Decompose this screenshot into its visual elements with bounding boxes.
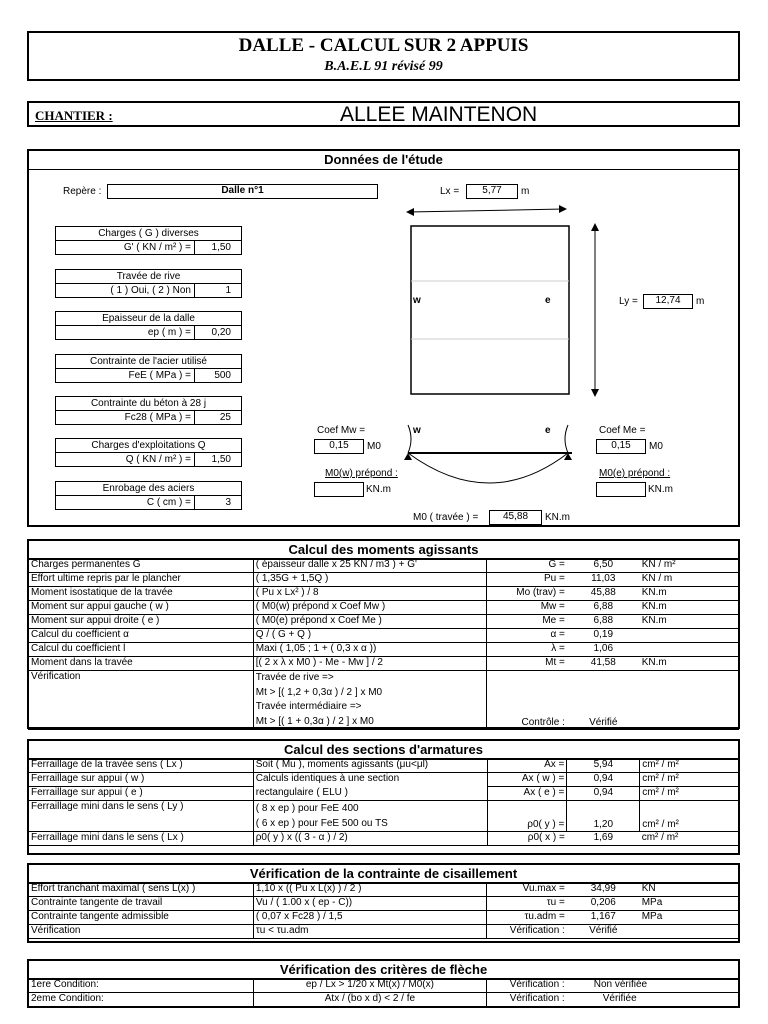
row-unit: KN.m [640,657,739,671]
table-row [29,615,739,629]
row-sym: ρ0( x ) = [487,832,567,846]
input-value: 0,20 [211,327,231,338]
table-row [29,787,739,801]
row-sym: Ax ( e ) = [487,787,567,801]
row-val: 6,50 [567,559,640,573]
input-travee-rive [55,269,242,298]
table-row [29,801,739,832]
table-row [29,993,739,1007]
lx-arrowhead-right [559,205,567,213]
input-epaisseur [55,311,242,340]
slab-w-label: w [413,295,421,306]
row-unit: cm² / m² [640,832,739,846]
m0-travee-label: M0 ( travée ) = [413,512,479,523]
row-formula: Atx / (bo x d) < 2 / fe [253,993,487,1007]
row-desc: Ferraillage sur appui ( e ) [29,787,254,801]
moments-title: Calcul des moments agissants [29,541,738,560]
input-value: 25 [219,412,231,423]
row-formula: ( 1,35G + 1,5Q ) [253,573,487,587]
row-unit: KN [640,883,739,897]
input-value: 1 [225,285,231,296]
row-sym: Vérification : [487,925,567,939]
input-label: C ( cm ) = [56,496,195,509]
controle-spacer [640,671,739,730]
moment-e-curve [565,425,568,453]
input-title: Enrobage des aciers [56,482,241,496]
row-sym: Me = [487,615,567,629]
row-val: 6,88 [567,601,640,615]
controle-value: Vérifié [567,671,640,730]
formula-line: ( 8 x ep ) pour FeE 400 [255,803,359,814]
ly-value: 12,74 [643,294,693,309]
table-row [29,573,739,587]
sections-title: Calcul des sections d'armatures [29,741,738,760]
header-box [27,31,740,81]
input-label: ( 1 ) Oui, ( 2 ) Non [56,284,195,297]
table-row [29,883,739,897]
row-formula: [( 2 x λ x M0 ) - Me - Mw ] / 2 [253,657,487,671]
m0w-value [314,482,364,497]
beam-w-label: w [413,425,421,436]
row-val: 1,69 [567,832,640,846]
input-title: Epaisseur de la dalle [56,312,241,326]
row-desc: Charges permanentes G [29,559,254,573]
row-desc: Ferraillage sur appui ( w ) [29,773,254,787]
chantier-label: CHANTIER : [35,108,113,123]
m0e-unit: KN.m [648,484,673,495]
row-formula: ( Pu x Lx² ) / 8 [253,587,487,601]
row-val: 1,06 [567,643,640,657]
row-desc: Vérification [29,925,254,939]
row-unit [640,643,739,657]
row-formula [253,801,487,832]
row-sym: Pu = [487,573,567,587]
row-sym: Mt = [487,657,567,671]
coef-me-value: 0,15 [596,439,646,454]
table-row [29,897,739,911]
row-val: Non vérifiée [567,979,739,993]
lx-arrowhead-left [406,208,414,216]
slab-e-label: e [545,295,551,306]
row-desc: Ferraillage mini dans le sens ( Lx ) [29,832,254,846]
row-val: 34,99 [567,883,640,897]
table-row [29,629,739,643]
row-sym: Mw = [487,601,567,615]
controle-label: Contrôle : [487,671,567,730]
cisaillement-section [27,863,740,943]
row-formula: ρ0( y ) x (( 3 - α ) / 2) [253,832,487,846]
table-row [29,587,739,601]
verif-line: Mt > [( 1 + 0,3α ) / 2 ] x M0 [255,715,374,727]
m0w-label: M0(w) prépond : [325,468,398,479]
m0-travee-unit: KN.m [545,512,570,523]
chantier-value: ALLEE MAINTENON [340,103,538,126]
row-unit: KN / m² [640,559,739,573]
coef-mw-value: 0,15 [314,439,364,454]
input-label: ep ( m ) = [56,326,195,339]
row-unit: MPa [640,911,739,925]
m0w-unit: KN.m [366,484,391,495]
row-unit: cm² / m² [640,773,739,787]
row-desc: Ferraillage de la travée sens ( Lx ) [29,759,254,773]
row-val: Vérifié [567,925,640,939]
lx-unit: m [521,186,530,197]
table-row [29,832,739,846]
verif-line: Travée de rive => [255,672,334,683]
support-left [404,453,412,460]
row-desc: Moment dans la travée [29,657,254,671]
row-sym: τu = [487,897,567,911]
moments-table [28,558,739,730]
coef-me-label: Coef Me = [599,425,646,436]
sections-section [27,739,740,855]
row-sym: Vérification : [487,979,567,993]
input-value: 1,50 [211,454,231,465]
row-desc: Ferraillage mini dans le sens ( Ly ) [29,801,254,832]
row-val: 41,58 [567,657,640,671]
donnees-title: Données de l'étude [29,151,738,170]
row-unit: KN.m [640,615,739,629]
row-formula: Maxi ( 1,05 ; 1 + ( 0,3 x α )) [253,643,487,657]
m0-travee-value: 45,88 [489,510,542,525]
row-unit: KN.m [640,601,739,615]
row-desc: Moment sur appui gauche ( w ) [29,601,254,615]
row-sym: α = [487,629,567,643]
row-formula: τu < τu.adm [253,925,487,939]
moment-curve [408,453,568,483]
row-sym: λ = [487,643,567,657]
input-label: FeE ( MPa ) = [56,369,195,382]
donnees-section [27,149,740,527]
support-right [564,453,572,460]
row-val: 1,20 [567,801,640,832]
beam-e-label: e [545,425,551,436]
page-subtitle: B.A.E.L 91 révisé 99 [324,59,443,74]
input-exploitation [55,438,242,467]
table-row [29,759,739,773]
row-formula: 1,10 x (( Pu x L(x) ) / 2 ) [253,883,487,897]
row-sym: Mo (trav) = [487,587,567,601]
row-desc: Effort ultime repris par le plancher [29,573,254,587]
input-title: Charges d'exploitations Q [56,439,241,453]
ly-arrowhead-top [591,223,599,231]
input-label: Q ( KN / m² ) = [56,453,195,466]
input-value: 3 [225,497,231,508]
row-desc: 2eme Condition: [29,993,254,1007]
row-formula: ( M0(e) prépond x Coef Me ) [253,615,487,629]
table-row [29,925,739,939]
row-formula: Soit ( Mu ), moments agissants (μu<μl) [253,759,487,773]
row-desc: Calcul du coefficient l [29,643,254,657]
m0e-value [596,482,646,497]
row-val: 6,88 [567,615,640,629]
row-sym: ρ0( y ) = [487,801,567,832]
verif-formulas [253,671,487,730]
verification-row [29,671,739,730]
fleche-table [28,978,739,1007]
row-formula: ep / Lx > 1/20 x Mt(x) / M0(x) [253,979,487,993]
input-label: Fc28 ( MPa ) = [56,411,195,424]
row-desc: Calcul du coefficient α [29,629,254,643]
input-title: Travée de rive [56,270,241,284]
chantier-box [27,101,740,127]
input-enrobage [55,481,242,510]
row-desc: Contrainte tangente admissible [29,911,254,925]
moment-w-curve [408,425,411,453]
row-val: 0,19 [567,629,640,643]
page-title: DALLE - CALCUL SUR 2 APPUIS [238,35,529,56]
input-title: Charges ( G ) diverses [56,227,241,241]
table-row [29,773,739,787]
row-sym: τu.adm = [487,911,567,925]
slab-rect [411,226,569,394]
table-row [29,657,739,671]
row-sym: Vérification : [487,993,567,1007]
row-sym: G = [487,559,567,573]
sections-table [28,758,739,846]
lx-label: Lx = [440,186,460,197]
input-charges-g [55,226,242,255]
input-value: 1,50 [211,242,231,253]
verif-line: Mt > [( 1,2 + 0,3α ) / 2 ] x M0 [255,686,383,698]
row-unit: cm² / m² [640,787,739,801]
verif-label: Vérification [29,671,254,730]
row-unit: MPa [640,897,739,911]
m0e-label: M0(e) prépond : [599,468,671,479]
input-title: Contrainte de l'acier utilisé [56,355,241,369]
input-beton [55,396,242,425]
row-sym: Ax = [487,759,567,773]
lx-value: 5,77 [466,184,518,199]
row-val: Vérifiée [567,993,739,1007]
fleche-section [27,959,740,1008]
row-formula: Q / ( G + Q ) [253,629,487,643]
row-val: 0,206 [567,897,640,911]
row-val: 45,88 [567,587,640,601]
table-row [29,979,739,993]
table-row [29,911,739,925]
repere-value: Dalle n°1 [107,184,378,199]
row-val: 1,167 [567,911,640,925]
ly-unit: m [696,296,705,307]
verif-line: Travée intermédiaire => [255,701,362,712]
beam-diagram [404,413,579,488]
input-title: Contrainte du béton à 28 j [56,397,241,411]
ly-label: Ly = [619,296,638,307]
row-formula: Vu / ( 1.00 x ( ep - C)) [253,897,487,911]
row-unit: KN.m [640,587,739,601]
row-desc: Contrainte tangente de travail [29,897,254,911]
cisaillement-table [28,882,739,939]
repere-label: Repère : [63,186,102,197]
row-unit [640,629,739,643]
row-desc: Moment sur appui droite ( e ) [29,615,254,629]
moments-section [27,539,740,729]
table-row [29,643,739,657]
row-sym: Vu.max = [487,883,567,897]
ly-arrowhead-bottom [591,389,599,397]
row-desc: 1ere Condition: [29,979,254,993]
coef-mw-label: Coef Mw = [317,425,366,436]
row-val: 0,94 [567,773,640,787]
row-unit: cm² / m² [640,801,739,832]
row-desc: Moment isostatique de la travée [29,587,254,601]
cisaillement-title: Vérification de la contrainte de cisaillement [29,865,738,884]
row-unit: KN / m [640,573,739,587]
row-val: 0,94 [567,787,640,801]
lx-arrow [409,209,564,212]
row-val: 5,94 [567,759,640,773]
row-formula: Calculs identiques à une section [253,773,487,787]
row-unit: cm² / m² [640,759,739,773]
row-formula: ( M0(w) prépond x Coef Mw ) [253,601,487,615]
row-unit [640,925,739,939]
row-formula: ( 0,07 x Fc28 ) / 1,5 [253,911,487,925]
input-label: G' ( KN / m² ) = [56,241,195,254]
row-val: 11,03 [567,573,640,587]
row-sym: Ax ( w ) = [487,773,567,787]
input-acier [55,354,242,383]
table-row [29,559,739,573]
row-desc: Effort tranchant maximal ( sens L(x) ) [29,883,254,897]
row-formula: rectangulaire ( ELU ) [253,787,487,801]
formula-line: ( 6 x ep ) pour FeE 500 ou TS [255,818,388,829]
fleche-title: Vérification des critères de flèche [29,961,738,980]
input-value: 500 [214,370,231,381]
coef-mw-unit: M0 [367,441,381,452]
table-row [29,601,739,615]
row-formula: ( épaisseur dalle x 25 KN / m3 ) + G' [253,559,487,573]
coef-me-unit: M0 [649,441,663,452]
